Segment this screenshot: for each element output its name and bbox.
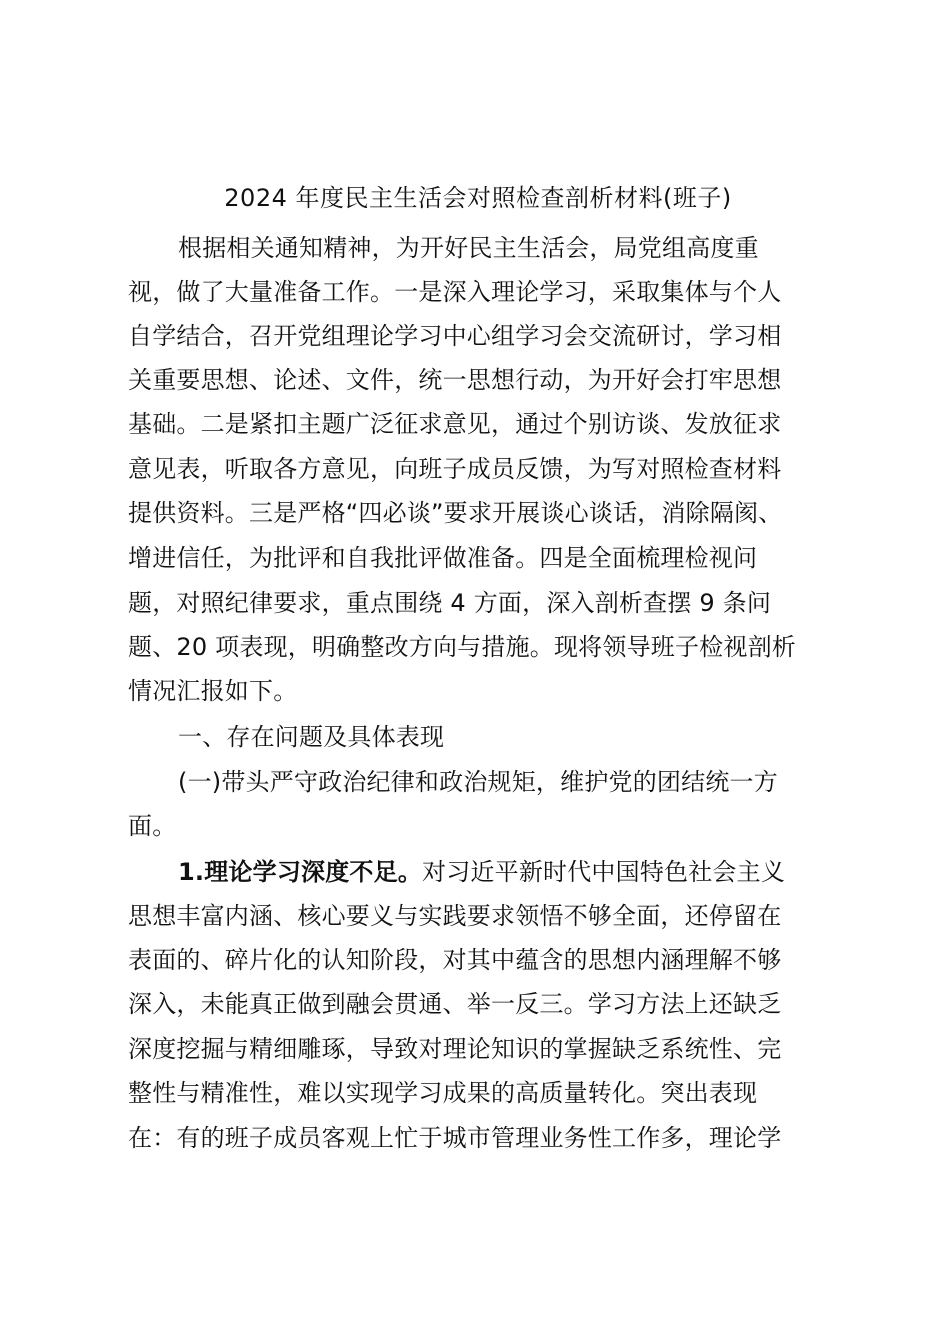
item1-line-4: 深入，未能真正做到融会贯通、举一反三。学习方法上还缺乏 bbox=[128, 990, 782, 1018]
item1-line-2: 思想丰富内涵、核心要义与实践要求领悟不够全面，还停留在 bbox=[128, 902, 782, 930]
intro-line-5: 基础。二是紧扣主题广泛征求意见，通过个别访谈、发放征求 bbox=[128, 410, 782, 438]
item1-line-6: 整性与精准性，难以实现学习成果的高质量转化。突出表现 bbox=[128, 1079, 758, 1107]
intro-line-4: 关重要思想、论述、文件，统一思想行动，为开好会打牢思想 bbox=[128, 366, 782, 394]
subsection-line-1: (一)带头严守政治纪律和政治规矩，维护党的团结统一方 bbox=[178, 768, 778, 796]
item1-line-7: 在：有的班子成员客观上忙于城市管理业务性工作多，理论学 bbox=[128, 1124, 782, 1152]
subsection-line-2: 面。 bbox=[128, 812, 177, 840]
intro-line-3: 自学结合，召开党组理论学习中心组学习会交流研讨，学习相 bbox=[128, 322, 782, 350]
item1-line-5: 深度挖掘与精细雕琢，导致对理论知识的掌握缺乏系统性、完 bbox=[128, 1035, 782, 1063]
intro-line-9: 题，对照纪律要求，重点围绕 4 方面，深入剖析查摆 9 条问 bbox=[128, 589, 772, 617]
intro-line-11: 情况汇报如下。 bbox=[128, 677, 298, 705]
intro-line-1: 根据相关通知精神，为开好民主生活会，局党组高度重 bbox=[178, 234, 759, 262]
intro-line-10: 题、20 项表现，明确整改方向与措施。现将领导班子检视剖析 bbox=[128, 633, 796, 661]
intro-line-7: 提供资料。三是严格“四必谈”要求开展谈心谈话，消除隔阂、 bbox=[128, 499, 783, 527]
item1-heading: 1.理论学习深度不足。 bbox=[178, 858, 423, 886]
intro-line-2: 视，做了大量准备工作。一是深入理论学习，采取集体与个人 bbox=[128, 278, 782, 306]
intro-line-8: 增进信任，为批评和自我批评做准备。四是全面梳理检视问 bbox=[128, 544, 758, 572]
item1-first-text: 对习近平新时代中国特色社会主义 bbox=[422, 858, 786, 886]
section-heading: 一、存在问题及具体表现 bbox=[178, 723, 445, 751]
item1-first-line bbox=[178, 850, 785, 894]
intro-line-6: 意见表，听取各方意见，向班子成员反馈，为写对照检查材料 bbox=[128, 455, 782, 483]
item1-line-3: 表面的、碎片化的认知阶段，对其中蕴含的思想内涵理解不够 bbox=[128, 946, 782, 974]
document-title: 2024 年度民主生活会对照检查剖析材料(班子) bbox=[224, 184, 732, 212]
